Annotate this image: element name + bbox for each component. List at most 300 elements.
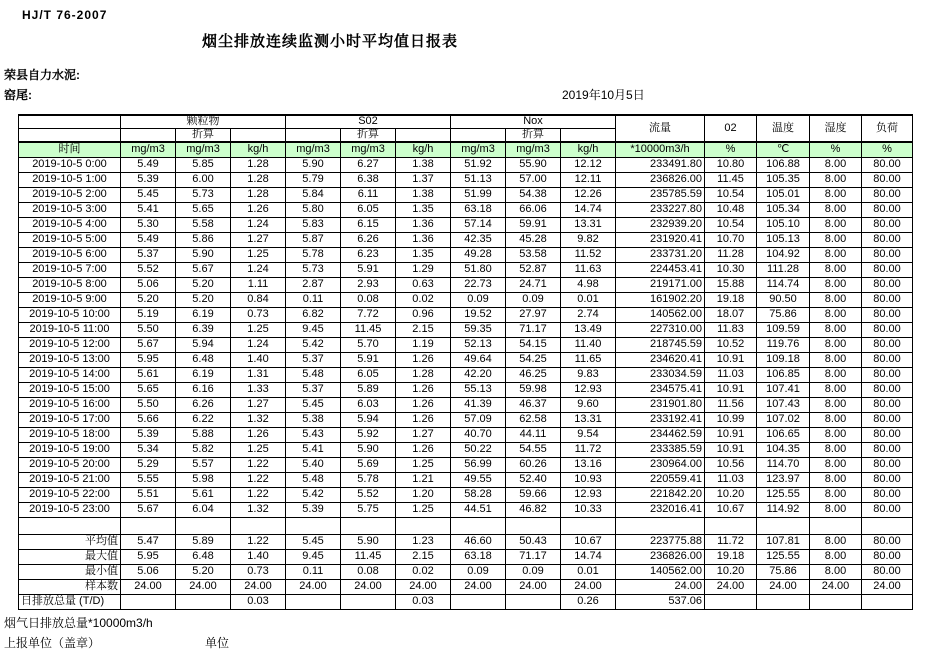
value-cell: 6.04 [176, 502, 231, 517]
summary-value-cell: 8.00 [810, 534, 862, 549]
value-cell: 24.71 [506, 277, 561, 292]
value-cell: 6.03 [341, 397, 396, 412]
table-row [19, 367, 913, 382]
value-cell: 5.70 [341, 337, 396, 352]
value-cell: 9.45 [286, 322, 341, 337]
time-cell: 2019-10-5 11:00 [19, 322, 121, 337]
table-row [19, 187, 913, 202]
summary-value-cell: 107.81 [757, 534, 810, 549]
value-cell: 5.85 [176, 157, 231, 172]
value-cell: 8.00 [810, 457, 862, 472]
value-cell: 57.14 [451, 217, 506, 232]
value-cell: 234575.41 [616, 382, 705, 397]
value-cell: 80.00 [862, 307, 913, 322]
value-cell: 0.08 [341, 292, 396, 307]
summary-value-cell: 6.48 [176, 549, 231, 564]
value-cell: 90.50 [757, 292, 810, 307]
header-humidity: 湿度 [810, 115, 862, 142]
value-cell: 8.00 [810, 172, 862, 187]
value-cell: 59.66 [506, 487, 561, 502]
value-cell: 233731.20 [616, 247, 705, 262]
value-cell: 5.50 [121, 322, 176, 337]
value-cell: 80.00 [862, 352, 913, 367]
value-cell: 6.05 [341, 367, 396, 382]
summary-value-cell: 5.90 [341, 534, 396, 549]
value-cell: 5.42 [286, 487, 341, 502]
unit-cell: mg/m3 [451, 142, 506, 157]
value-cell: 10.91 [705, 442, 757, 457]
value-cell: 7.72 [341, 307, 396, 322]
value-cell: 13.49 [561, 322, 616, 337]
value-cell: 57.00 [506, 172, 561, 187]
table-row [19, 337, 913, 352]
summary-value-cell [862, 594, 913, 609]
value-cell: 18.07 [705, 307, 757, 322]
value-cell: 8.00 [810, 397, 862, 412]
value-cell: 2.15 [396, 322, 451, 337]
value-cell: 54.25 [506, 352, 561, 367]
value-cell: 5.86 [176, 232, 231, 247]
value-cell: 5.69 [341, 457, 396, 472]
value-cell: 59.98 [506, 382, 561, 397]
summary-value-cell: 0.11 [286, 564, 341, 579]
table-row [19, 262, 913, 277]
summary-value-cell: 2.15 [396, 549, 451, 564]
value-cell: 44.11 [506, 427, 561, 442]
summary-value-cell: 75.86 [757, 564, 810, 579]
value-cell: 107.41 [757, 382, 810, 397]
value-cell: 12.11 [561, 172, 616, 187]
summary-value-cell: 5.89 [176, 534, 231, 549]
value-cell: 60.26 [506, 457, 561, 472]
table-header [19, 115, 913, 157]
table-row [19, 172, 913, 187]
value-cell: 5.37 [286, 382, 341, 397]
value-cell: 1.25 [396, 502, 451, 517]
value-cell: 0.11 [286, 292, 341, 307]
value-cell: 5.37 [121, 247, 176, 262]
value-cell: 111.28 [757, 262, 810, 277]
value-cell: 107.43 [757, 397, 810, 412]
value-cell: 2.87 [286, 277, 341, 292]
value-cell: 8.00 [810, 382, 862, 397]
summary-value-cell: 24.00 [286, 579, 341, 594]
value-cell: 42.20 [451, 367, 506, 382]
summary-value-cell: 24.00 [705, 579, 757, 594]
unit-cell: % [705, 142, 757, 157]
time-cell: 2019-10-5 7:00 [19, 262, 121, 277]
summary-value-cell: 8.00 [810, 564, 862, 579]
value-cell: 55.13 [451, 382, 506, 397]
value-cell: 5.39 [121, 427, 176, 442]
value-cell: 59.91 [506, 217, 561, 232]
value-cell: 11.03 [705, 367, 757, 382]
time-cell: 2019-10-5 5:00 [19, 232, 121, 247]
value-cell: 5.95 [121, 352, 176, 367]
summary-value-cell: 71.17 [506, 549, 561, 564]
value-cell: 11.56 [705, 397, 757, 412]
value-cell: 1.22 [231, 472, 286, 487]
table-row [19, 217, 913, 232]
value-cell: 6.23 [341, 247, 396, 262]
value-cell: 232939.20 [616, 217, 705, 232]
value-cell: 1.35 [396, 202, 451, 217]
table-row [19, 427, 913, 442]
value-cell: 5.84 [286, 187, 341, 202]
time-cell: 2019-10-5 21:00 [19, 472, 121, 487]
value-cell: 1.27 [231, 397, 286, 412]
value-cell: 10.99 [705, 412, 757, 427]
value-cell: 6.00 [176, 172, 231, 187]
table-row [19, 322, 913, 337]
reporting-unit-label: 上报单位（盖章） [4, 636, 101, 650]
value-cell: 11.65 [561, 352, 616, 367]
value-cell: 44.51 [451, 502, 506, 517]
table-row [19, 442, 913, 457]
value-cell: 6.22 [176, 412, 231, 427]
value-cell: 66.06 [506, 202, 561, 217]
summary-value-cell: 10.67 [561, 534, 616, 549]
value-cell: 227310.00 [616, 322, 705, 337]
time-cell: 2019-10-5 4:00 [19, 217, 121, 232]
summary-value-cell: 80.00 [862, 534, 913, 549]
summary-row [19, 549, 913, 564]
value-cell: 11.03 [705, 472, 757, 487]
value-cell: 9.82 [561, 232, 616, 247]
time-cell: 2019-10-5 2:00 [19, 187, 121, 202]
unit-cell: kg/h [561, 142, 616, 157]
value-cell: 1.27 [396, 427, 451, 442]
value-cell: 5.78 [286, 247, 341, 262]
corner-cell [19, 115, 121, 128]
value-cell: 0.02 [396, 292, 451, 307]
time-cell: 2019-10-5 16:00 [19, 397, 121, 412]
summary-value-cell: 24.00 [396, 579, 451, 594]
value-cell: 5.51 [121, 487, 176, 502]
value-cell: 57.09 [451, 412, 506, 427]
summary-value-cell [286, 594, 341, 609]
value-cell: 80.00 [862, 367, 913, 382]
value-cell: 8.00 [810, 307, 862, 322]
value-cell: 5.90 [341, 442, 396, 457]
summary-value-cell: 24.00 [121, 579, 176, 594]
summary-value-cell: 24.00 [616, 579, 705, 594]
value-cell: 5.45 [121, 187, 176, 202]
value-cell: 5.49 [121, 232, 176, 247]
value-cell: 5.55 [121, 472, 176, 487]
value-cell: 5.88 [176, 427, 231, 442]
time-cell: 2019-10-5 3:00 [19, 202, 121, 217]
value-cell: 10.48 [705, 202, 757, 217]
value-cell: 80.00 [862, 322, 913, 337]
value-cell: 5.43 [286, 427, 341, 442]
value-cell: 221842.20 [616, 487, 705, 502]
value-cell: 5.91 [341, 352, 396, 367]
value-cell: 1.29 [396, 262, 451, 277]
value-cell: 8.00 [810, 412, 862, 427]
value-cell: 1.28 [231, 157, 286, 172]
value-cell: 234620.41 [616, 352, 705, 367]
value-cell: 19.52 [451, 307, 506, 322]
value-cell: 1.35 [396, 247, 451, 262]
company-name: 荣县自力水泥: [4, 68, 80, 82]
value-cell: 1.20 [396, 487, 451, 502]
value-cell: 233192.41 [616, 412, 705, 427]
summary-value-cell: 5.06 [121, 564, 176, 579]
value-cell: 5.79 [286, 172, 341, 187]
summary-value-cell: 0.03 [396, 594, 451, 609]
value-cell: 54.55 [506, 442, 561, 457]
value-cell: 5.61 [176, 487, 231, 502]
unit-cell: mg/m3 [286, 142, 341, 157]
value-cell: 8.00 [810, 277, 862, 292]
data-rows [19, 157, 913, 517]
value-cell: 1.36 [396, 232, 451, 247]
summary-value-cell [176, 594, 231, 609]
value-cell: 46.37 [506, 397, 561, 412]
value-cell: 5.90 [286, 157, 341, 172]
value-cell: 10.80 [705, 157, 757, 172]
value-cell: 51.80 [451, 262, 506, 277]
value-cell: 80.00 [862, 247, 913, 262]
value-cell: 5.78 [341, 472, 396, 487]
value-cell: 14.74 [561, 202, 616, 217]
value-cell: 46.25 [506, 367, 561, 382]
value-cell: 80.00 [862, 472, 913, 487]
summary-value-cell: 0.02 [396, 564, 451, 579]
value-cell: 8.00 [810, 292, 862, 307]
value-cell: 6.38 [341, 172, 396, 187]
value-cell: 5.66 [121, 412, 176, 427]
summary-value-cell: 24.00 [506, 579, 561, 594]
unit-cell: mg/m3 [506, 142, 561, 157]
unit-cell: mg/m3 [121, 142, 176, 157]
spacer-section [19, 517, 913, 534]
time-cell: 2019-10-5 14:00 [19, 367, 121, 382]
value-cell: 10.70 [705, 232, 757, 247]
value-cell: 13.16 [561, 457, 616, 472]
report-date: 2019年10月5日 [562, 88, 645, 102]
value-cell: 5.75 [341, 502, 396, 517]
unit-cell: *10000m3/h [616, 142, 705, 157]
value-cell: 2.74 [561, 307, 616, 322]
value-cell: 80.00 [862, 187, 913, 202]
time-cell: 2019-10-5 8:00 [19, 277, 121, 292]
value-cell: 1.33 [231, 382, 286, 397]
empty-cell [19, 128, 121, 142]
value-cell: 71.17 [506, 322, 561, 337]
unit-cell: mg/m3 [341, 142, 396, 157]
summary-value-cell: 0.08 [341, 564, 396, 579]
time-cell: 2019-10-5 22:00 [19, 487, 121, 502]
value-cell: 5.50 [121, 397, 176, 412]
pm-converted-label: 折算 [176, 128, 231, 142]
value-cell: 123.97 [757, 472, 810, 487]
page-title: 烟尘排放连续监测小时平均值日报表 [201, 33, 458, 50]
summary-label: 日排放总量 (T/D) [19, 594, 121, 609]
summary-value-cell: 0.01 [561, 564, 616, 579]
value-cell: 6.16 [176, 382, 231, 397]
time-cell: 2019-10-5 15:00 [19, 382, 121, 397]
value-cell: 5.73 [176, 187, 231, 202]
value-cell: 80.00 [862, 442, 913, 457]
summary-row [19, 534, 913, 549]
value-cell: 1.28 [396, 367, 451, 382]
value-cell: 1.38 [396, 157, 451, 172]
value-cell: 10.91 [705, 427, 757, 442]
group-so2: S02 [286, 115, 451, 128]
value-cell: 49.64 [451, 352, 506, 367]
value-cell: 8.00 [810, 247, 862, 262]
value-cell: 6.82 [286, 307, 341, 322]
summary-value-cell: 5.95 [121, 549, 176, 564]
value-cell: 5.49 [121, 157, 176, 172]
value-cell: 52.13 [451, 337, 506, 352]
time-cell: 2019-10-5 20:00 [19, 457, 121, 472]
value-cell: 27.97 [506, 307, 561, 322]
value-cell: 1.31 [231, 367, 286, 382]
value-cell: 10.54 [705, 187, 757, 202]
value-cell: 109.18 [757, 352, 810, 367]
value-cell: 62.58 [506, 412, 561, 427]
value-cell: 1.25 [231, 442, 286, 457]
summary-value-cell: 63.18 [451, 549, 506, 564]
summary-value-cell: 1.22 [231, 534, 286, 549]
value-cell: 80.00 [862, 397, 913, 412]
value-cell: 55.90 [506, 157, 561, 172]
summary-value-cell [121, 594, 176, 609]
summary-value-cell [341, 594, 396, 609]
summary-value-cell: 0.03 [231, 594, 286, 609]
value-cell: 1.28 [231, 172, 286, 187]
empty-cell [286, 128, 341, 142]
value-cell: 114.70 [757, 457, 810, 472]
value-cell: 5.20 [176, 277, 231, 292]
time-cell: 2019-10-5 10:00 [19, 307, 121, 322]
value-cell: 80.00 [862, 157, 913, 172]
value-cell: 105.34 [757, 202, 810, 217]
value-cell: 1.32 [231, 502, 286, 517]
value-cell: 5.58 [176, 217, 231, 232]
value-cell: 13.31 [561, 217, 616, 232]
value-cell: 234462.59 [616, 427, 705, 442]
so2-converted-label: 折算 [341, 128, 396, 142]
value-cell: 161902.20 [616, 292, 705, 307]
value-cell: 104.92 [757, 247, 810, 262]
summary-value-cell: 24.00 [176, 579, 231, 594]
value-cell: 8.00 [810, 487, 862, 502]
value-cell: 10.30 [705, 262, 757, 277]
value-cell: 6.48 [176, 352, 231, 367]
value-cell: 1.26 [396, 382, 451, 397]
value-cell: 45.28 [506, 232, 561, 247]
value-cell: 8.00 [810, 337, 862, 352]
value-cell: 1.25 [231, 322, 286, 337]
value-cell: 230964.00 [616, 457, 705, 472]
table-row [19, 382, 913, 397]
unit-cell: % [862, 142, 913, 157]
summary-value-cell: 80.00 [862, 564, 913, 579]
value-cell: 1.22 [231, 457, 286, 472]
value-cell: 10.91 [705, 352, 757, 367]
value-cell: 12.12 [561, 157, 616, 172]
value-cell: 5.80 [286, 202, 341, 217]
header-time: 时间 [19, 142, 121, 157]
header-load: 负荷 [862, 115, 913, 142]
value-cell: 231901.80 [616, 397, 705, 412]
empty-cell [121, 128, 176, 142]
value-cell: 54.38 [506, 187, 561, 202]
value-cell: 233385.59 [616, 442, 705, 457]
value-cell: 5.65 [121, 382, 176, 397]
value-cell: 11.45 [705, 172, 757, 187]
value-cell: 5.87 [286, 232, 341, 247]
value-cell: 8.00 [810, 157, 862, 172]
value-cell: 232016.41 [616, 502, 705, 517]
summary-value-cell: 9.45 [286, 549, 341, 564]
value-cell: 22.73 [451, 277, 506, 292]
header-o2: 02 [705, 115, 757, 142]
value-cell: 41.39 [451, 397, 506, 412]
spacer-row [19, 517, 913, 534]
monitoring-table [18, 114, 913, 610]
summary-value-cell: 8.00 [810, 549, 862, 564]
value-cell: 80.00 [862, 427, 913, 442]
summary-value-cell: 46.60 [451, 534, 506, 549]
time-cell: 2019-10-5 9:00 [19, 292, 121, 307]
summary-value-cell: 24.00 [810, 579, 862, 594]
value-cell: 1.24 [231, 217, 286, 232]
value-cell: 6.26 [341, 232, 396, 247]
value-cell: 5.19 [121, 307, 176, 322]
value-cell: 8.00 [810, 442, 862, 457]
summary-value-cell: 5.20 [176, 564, 231, 579]
summary-value-cell: 24.00 [561, 579, 616, 594]
value-cell: 9.60 [561, 397, 616, 412]
value-cell: 54.15 [506, 337, 561, 352]
value-cell: 80.00 [862, 292, 913, 307]
value-cell: 231920.41 [616, 232, 705, 247]
value-cell: 5.67 [176, 262, 231, 277]
value-cell: 5.41 [286, 442, 341, 457]
group-pm: 颗粒物 [121, 115, 286, 128]
value-cell: 233491.80 [616, 157, 705, 172]
value-cell: 19.18 [705, 292, 757, 307]
time-cell: 2019-10-5 13:00 [19, 352, 121, 367]
value-cell: 105.10 [757, 217, 810, 232]
unit-cell: mg/m3 [176, 142, 231, 157]
value-cell: 8.00 [810, 232, 862, 247]
value-cell: 5.94 [341, 412, 396, 427]
value-cell: 40.70 [451, 427, 506, 442]
table-row [19, 457, 913, 472]
value-cell: 11.52 [561, 247, 616, 262]
value-cell: 6.27 [341, 157, 396, 172]
group-nox: Nox [451, 115, 616, 128]
empty-cell [451, 128, 506, 142]
value-cell: 5.82 [176, 442, 231, 457]
summary-value-cell: 24.00 [862, 579, 913, 594]
value-cell: 5.73 [286, 262, 341, 277]
summary-value-cell [506, 594, 561, 609]
summary-value-cell: 0.26 [561, 594, 616, 609]
value-cell: 1.37 [396, 172, 451, 187]
value-cell: 4.98 [561, 277, 616, 292]
value-cell: 8.00 [810, 187, 862, 202]
value-cell: 233034.59 [616, 367, 705, 382]
value-cell: 12.93 [561, 382, 616, 397]
value-cell: 1.28 [231, 187, 286, 202]
